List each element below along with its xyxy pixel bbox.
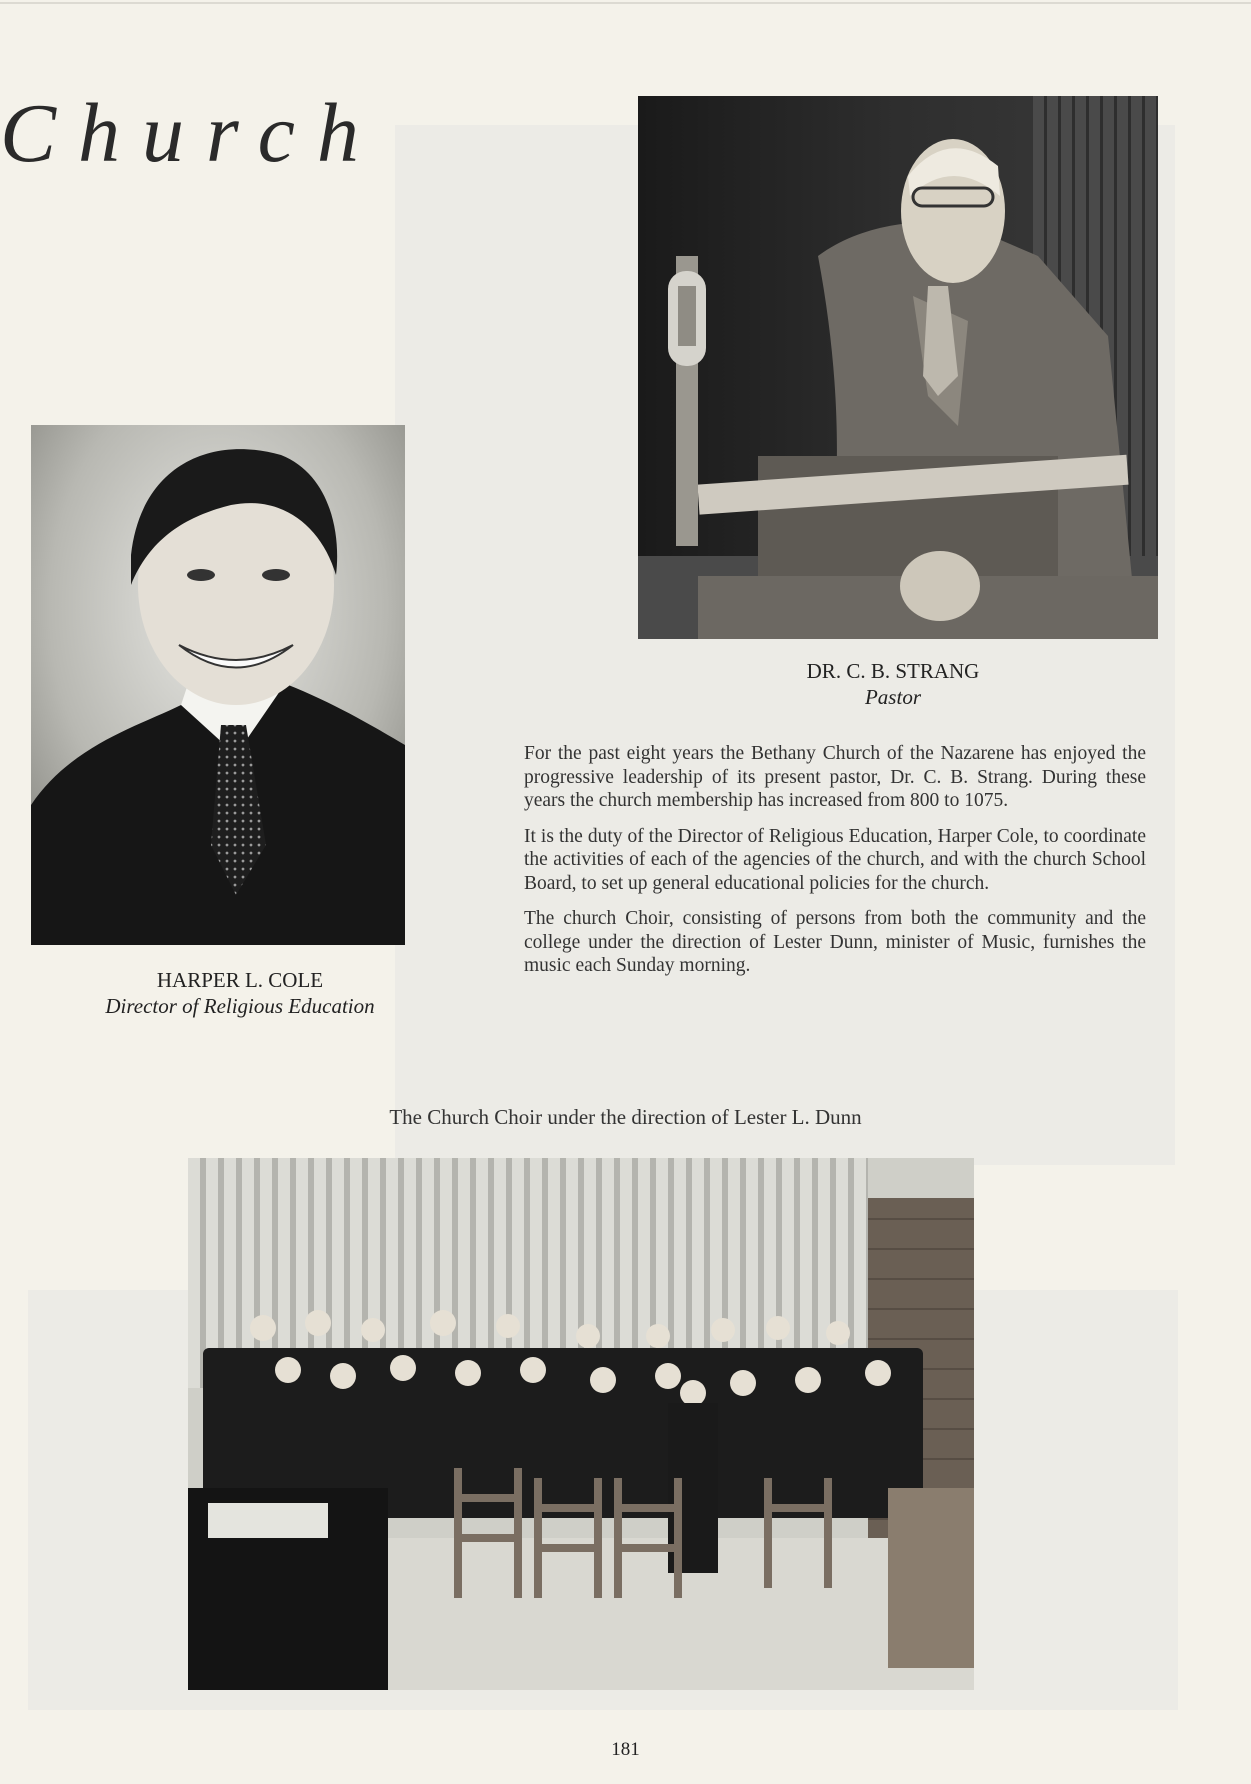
director-photo	[31, 425, 405, 945]
paragraph-director: It is the duty of the Director of Religious Education, Harper Cole, to coordinate the activities of each of the agencies of the church, and with the church School Board, to set up general educational policies for the church.	[524, 825, 1146, 894]
director-caption	[45, 967, 435, 1019]
choir-caption: The Church Choir under the direction of Lester L. Dunn	[389, 1105, 862, 1129]
choir-photo	[188, 1158, 974, 1690]
pastor-photo	[638, 96, 1158, 639]
article-body	[524, 742, 1146, 990]
top-rule	[0, 2, 1251, 4]
pastor-role: Pastor	[864, 685, 921, 709]
page-title: Church	[0, 87, 381, 180]
paragraph-choir: The church Choir, consisting of persons from both the community and the college under the direction of Lester Dunn, minister of Music, furnishes the music each Sunday morning.	[524, 908, 1146, 976]
pastor-name: DR. C. B. STRANG	[806, 659, 980, 683]
director-role: Director of Religious Education	[105, 994, 375, 1018]
paragraph-pastor: For the past eight years the Bethany Church of the Nazarene has enjoyed the progressive leadership of its present pastor, Dr. C. B. Strang. During these years the church membership has increased from 800 to 1075.	[524, 743, 1146, 811]
page-number: 181	[611, 1739, 640, 1760]
director-name: HARPER L. COLE	[156, 968, 324, 992]
pastor-caption	[728, 658, 1058, 710]
